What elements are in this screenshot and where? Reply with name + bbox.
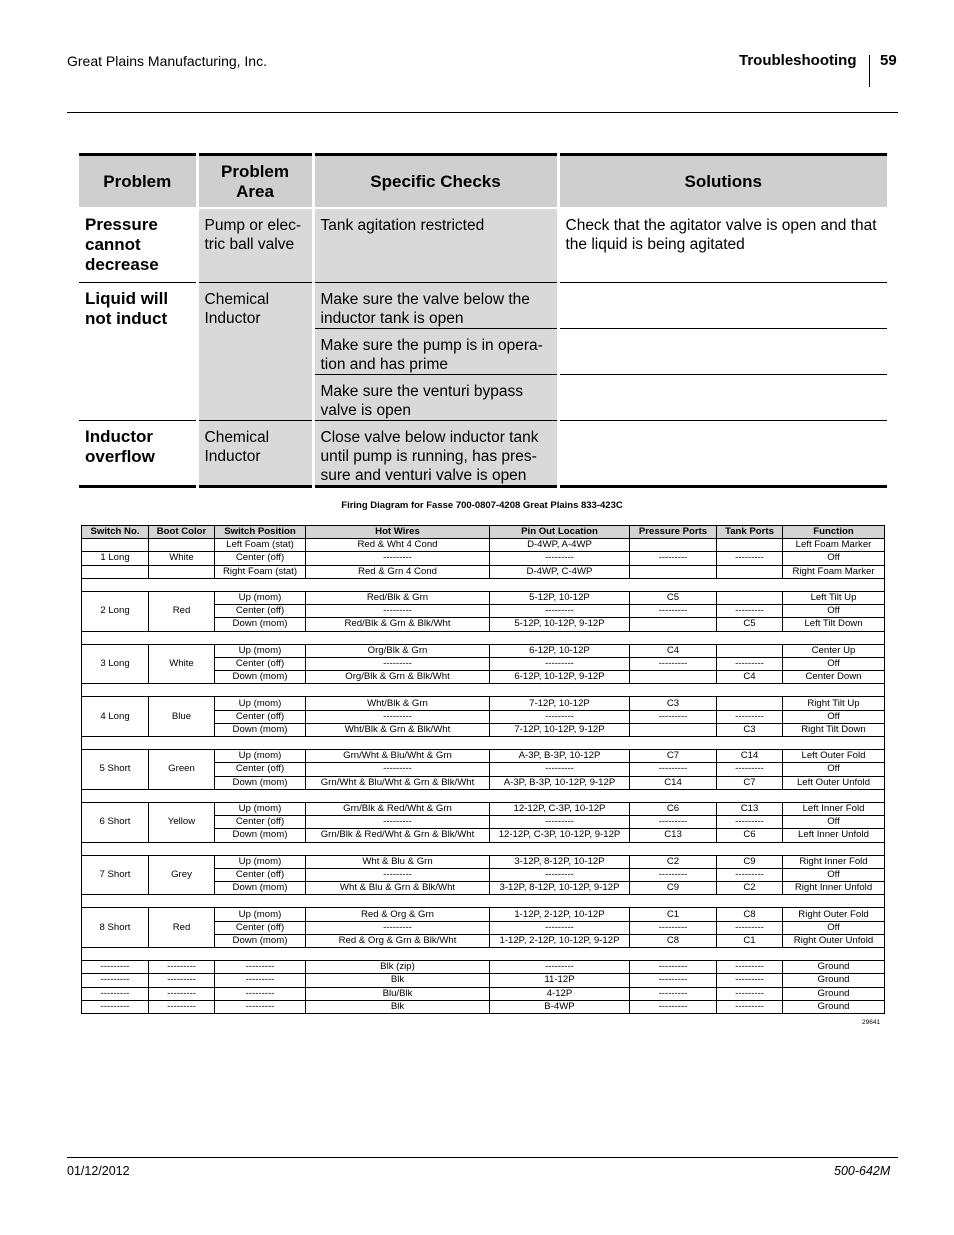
hot-wires-cell: ---------	[306, 657, 490, 670]
spacer-cell	[82, 789, 885, 802]
pressure-port-cell: C5	[630, 591, 717, 604]
problem-area-cell: Chemical Inductor	[197, 282, 313, 420]
function-cell: Right Outer Unfold	[783, 934, 885, 947]
pressure-port-cell: ---------	[630, 961, 717, 974]
boot-color-cell	[149, 539, 215, 552]
tank-port-cell	[717, 565, 783, 578]
troubleshooting-table	[79, 153, 887, 488]
pressure-port-cell: ---------	[630, 921, 717, 934]
solution-cell	[558, 328, 887, 374]
tank-port-cell: C6	[717, 829, 783, 842]
pin-out-cell: 1-12P, 2-12P, 10-12P	[490, 908, 630, 921]
boot-color-cell: Blue	[149, 697, 215, 737]
pin-out-cell: ---------	[490, 868, 630, 881]
pressure-port-cell: C2	[630, 855, 717, 868]
function-cell: Right Inner Unfold	[783, 882, 885, 895]
tank-port-cell: C8	[717, 908, 783, 921]
problem-cell: Pressure cannot decrease	[79, 208, 197, 282]
firing-diagram-caption: Firing Diagram for Fasse 700-0807-4208 Great Plains 833-423C	[341, 500, 623, 511]
hot-wires-cell: Blk	[306, 974, 490, 987]
tank-port-cell: ---------	[717, 868, 783, 881]
boot-color-cell: Red	[149, 908, 215, 948]
switch-no-cell	[82, 565, 149, 578]
boot-color-cell: ---------	[149, 961, 215, 974]
column-header-pressure-ports: Pressure Ports	[630, 526, 717, 539]
hot-wires-cell: Grn/Wht & Blu/Wht & Grn	[306, 750, 490, 763]
switch-no-cell: ---------	[82, 1000, 149, 1013]
pressure-port-cell	[630, 618, 717, 631]
tank-port-cell: C4	[717, 671, 783, 684]
spacer-cell	[82, 737, 885, 750]
pressure-port-cell: ---------	[630, 987, 717, 1000]
switch-position-cell: ---------	[215, 987, 306, 1000]
pin-out-cell: 4-12P	[490, 987, 630, 1000]
boot-color-cell	[149, 565, 215, 578]
table-row	[82, 552, 885, 565]
solution-cell: Check that the agitator valve is open and that the liquid is being agitated	[558, 208, 887, 282]
pressure-port-cell: ---------	[630, 974, 717, 987]
pressure-port-cell: C8	[630, 934, 717, 947]
pressure-port-cell: ---------	[630, 657, 717, 670]
function-cell: Right Foam Marker	[783, 565, 885, 578]
switch-position-cell: ---------	[215, 961, 306, 974]
pin-out-cell: D-4WP, C-4WP	[490, 565, 630, 578]
troubleshooting-header-row	[79, 155, 887, 209]
function-cell: Left Tilt Up	[783, 591, 885, 604]
hot-wires-cell: Grn/Blk & Red/Wht & Grn & Blk/Wht	[306, 829, 490, 842]
pin-out-cell: 1-12P, 2-12P, 10-12P, 9-12P	[490, 934, 630, 947]
hot-wires-cell: Org/Blk & Grn & Blk/Wht	[306, 671, 490, 684]
table-row	[82, 750, 885, 763]
pressure-port-cell: ---------	[630, 605, 717, 618]
spacer-cell	[82, 578, 885, 591]
tank-port-cell	[717, 539, 783, 552]
function-cell: Center Down	[783, 671, 885, 684]
pin-out-cell: ---------	[490, 657, 630, 670]
column-header-specific-checks: Specific Checks	[313, 155, 558, 209]
figure-reference-number: 29641	[862, 1019, 881, 1026]
hot-wires-cell: Blk (zip)	[306, 961, 490, 974]
specific-check-cell: Close valve below inductor tank until pump is running, has pres-sure and venturi valve is open	[313, 420, 558, 486]
hot-wires-cell: ---------	[306, 816, 490, 829]
spacer-row	[82, 948, 885, 961]
switch-no-cell: 2 Long	[82, 591, 149, 631]
hot-wires-cell: ---------	[306, 868, 490, 881]
function-cell: Center Up	[783, 644, 885, 657]
table-row	[82, 802, 885, 815]
specific-check-cell: Make sure the valve below the inductor tank is open	[313, 282, 558, 328]
boot-color-cell: ---------	[149, 987, 215, 1000]
function-cell: Off	[783, 868, 885, 881]
pin-out-cell: 12-12P, C-3P, 10-12P, 9-12P	[490, 829, 630, 842]
table-row	[79, 208, 887, 282]
tank-port-cell	[717, 644, 783, 657]
tank-port-cell: C3	[717, 723, 783, 736]
hot-wires-cell: Red/Blk & Grn & Blk/Wht	[306, 618, 490, 631]
solution-cell	[558, 282, 887, 328]
solution-cell	[558, 420, 887, 486]
switch-no-cell: ---------	[82, 987, 149, 1000]
footer-rule	[67, 1157, 898, 1158]
spacer-cell	[82, 895, 885, 908]
pin-out-cell: 5-12P, 10-12P	[490, 591, 630, 604]
pin-out-cell: 7-12P, 10-12P, 9-12P	[490, 723, 630, 736]
column-header-switch-position: Switch Position	[215, 526, 306, 539]
spacer-row	[82, 684, 885, 697]
function-cell: Left Outer Unfold	[783, 776, 885, 789]
pin-out-cell: 3-12P, 8-12P, 10-12P, 9-12P	[490, 882, 630, 895]
column-header-problem: Problem	[79, 155, 197, 209]
pin-out-cell: ---------	[490, 605, 630, 618]
hot-wires-cell: ---------	[306, 552, 490, 565]
header-section-title: Troubleshooting	[739, 52, 857, 69]
switch-position-cell: ---------	[215, 974, 306, 987]
spacer-row	[82, 578, 885, 591]
function-cell: Off	[783, 710, 885, 723]
switch-no-cell: 5 Short	[82, 750, 149, 790]
header-rule	[67, 112, 898, 113]
boot-color-cell: White	[149, 552, 215, 565]
hot-wires-cell: Blk	[306, 1000, 490, 1013]
switch-position-cell: Right Foam (stat)	[215, 565, 306, 578]
switch-position-cell: Center (off)	[215, 552, 306, 565]
function-cell: Right Tilt Down	[783, 723, 885, 736]
footer-date: 01/12/2012	[67, 1164, 130, 1178]
hot-wires-cell: ---------	[306, 710, 490, 723]
pressure-port-cell	[630, 565, 717, 578]
problem-area-cell: Chemical Inductor	[197, 420, 313, 486]
function-cell: Ground	[783, 987, 885, 1000]
function-cell: Ground	[783, 974, 885, 987]
switch-no-cell: ---------	[82, 974, 149, 987]
boot-color-cell: ---------	[149, 1000, 215, 1013]
function-cell: Off	[783, 657, 885, 670]
pressure-port-cell	[630, 723, 717, 736]
firing-diagram-header-row	[82, 526, 885, 539]
switch-position-cell: Down (mom)	[215, 934, 306, 947]
problem-area-cell: Pump or elec-tric ball valve	[197, 208, 313, 282]
function-cell: Off	[783, 605, 885, 618]
tank-port-cell: ---------	[717, 974, 783, 987]
spacer-cell	[82, 842, 885, 855]
pressure-port-cell: ---------	[630, 552, 717, 565]
pressure-port-cell: ---------	[630, 763, 717, 776]
switch-position-cell: Up (mom)	[215, 644, 306, 657]
switch-position-cell: Up (mom)	[215, 855, 306, 868]
tank-port-cell: ---------	[717, 1000, 783, 1013]
column-header-problem-area: Problem Area	[197, 155, 313, 209]
pin-out-cell: ---------	[490, 921, 630, 934]
tank-port-cell: C14	[717, 750, 783, 763]
hot-wires-cell: Red & Wht 4 Cond	[306, 539, 490, 552]
header-page-number: 59	[880, 52, 897, 69]
hot-wires-cell: Grn/Blk & Red/Wht & Grn	[306, 802, 490, 815]
hot-wires-cell: Org/Blk & Grn	[306, 644, 490, 657]
function-cell: Off	[783, 921, 885, 934]
pin-out-cell: ---------	[490, 816, 630, 829]
ground-row	[82, 987, 885, 1000]
hot-wires-cell: Grn/Wht & Blu/Wht & Grn & Blk/Wht	[306, 776, 490, 789]
ground-row	[82, 1000, 885, 1013]
tank-port-cell: ---------	[717, 816, 783, 829]
switch-position-cell: Up (mom)	[215, 802, 306, 815]
tank-port-cell: ---------	[717, 605, 783, 618]
boot-color-cell: ---------	[149, 974, 215, 987]
function-cell: Right Outer Fold	[783, 908, 885, 921]
switch-position-cell: ---------	[215, 1000, 306, 1013]
pin-out-cell: 7-12P, 10-12P	[490, 697, 630, 710]
tank-port-cell: C13	[717, 802, 783, 815]
hot-wires-cell: ---------	[306, 763, 490, 776]
switch-position-cell: Down (mom)	[215, 776, 306, 789]
pin-out-cell: D-4WP, A-4WP	[490, 539, 630, 552]
pin-out-cell: ---------	[490, 763, 630, 776]
table-row	[79, 420, 887, 486]
tank-port-cell: C1	[717, 934, 783, 947]
table-row	[79, 282, 887, 328]
switch-position-cell: Center (off)	[215, 710, 306, 723]
specific-check-cell: Make sure the venturi bypass valve is open	[313, 374, 558, 420]
specific-check-cell: Tank agitation restricted	[313, 208, 558, 282]
hot-wires-cell: Wht & Blu & Grn & Blk/Wht	[306, 882, 490, 895]
switch-position-cell: Center (off)	[215, 816, 306, 829]
function-cell: Ground	[783, 961, 885, 974]
pressure-port-cell: ---------	[630, 816, 717, 829]
spacer-row	[82, 789, 885, 802]
switch-position-cell: Up (mom)	[215, 591, 306, 604]
switch-position-cell: Up (mom)	[215, 697, 306, 710]
function-cell: Left Inner Fold	[783, 802, 885, 815]
switch-position-cell: Up (mom)	[215, 908, 306, 921]
tank-port-cell: ---------	[717, 657, 783, 670]
pressure-port-cell: C14	[630, 776, 717, 789]
hot-wires-cell: Blu/Blk	[306, 987, 490, 1000]
switch-position-cell: Up (mom)	[215, 750, 306, 763]
spacer-cell	[82, 631, 885, 644]
tank-port-cell: C9	[717, 855, 783, 868]
tank-port-cell: C5	[717, 618, 783, 631]
hot-wires-cell: Wht/Blk & Grn & Blk/Wht	[306, 723, 490, 736]
switch-no-cell	[82, 539, 149, 552]
function-cell: Off	[783, 816, 885, 829]
ground-row	[82, 974, 885, 987]
switch-no-cell: 3 Long	[82, 644, 149, 684]
tank-port-cell: ---------	[717, 710, 783, 723]
header-company: Great Plains Manufacturing, Inc.	[67, 53, 267, 69]
specific-check-cell: Make sure the pump is in opera-tion and has prime	[313, 328, 558, 374]
switch-position-cell: Left Foam (stat)	[215, 539, 306, 552]
hot-wires-cell: Red & Org & Grn	[306, 908, 490, 921]
tank-port-cell: C2	[717, 882, 783, 895]
column-header-hot-wires: Hot Wires	[306, 526, 490, 539]
table-row	[82, 565, 885, 578]
boot-color-cell: Yellow	[149, 802, 215, 842]
function-cell: Right Inner Fold	[783, 855, 885, 868]
firing-diagram-body	[82, 539, 885, 1014]
pin-out-cell: 11-12P	[490, 974, 630, 987]
spacer-cell	[82, 948, 885, 961]
table-row	[82, 539, 885, 552]
boot-color-cell: Red	[149, 591, 215, 631]
function-cell: Left Tilt Down	[783, 618, 885, 631]
tank-port-cell: ---------	[717, 921, 783, 934]
pressure-port-cell: C1	[630, 908, 717, 921]
switch-no-cell: 1 Long	[82, 552, 149, 565]
pressure-port-cell: ---------	[630, 710, 717, 723]
problem-cell: Liquid will not induct	[79, 282, 197, 420]
hot-wires-cell: Red & Grn 4 Cond	[306, 565, 490, 578]
switch-position-cell: Center (off)	[215, 657, 306, 670]
column-header-function: Function	[783, 526, 885, 539]
switch-no-cell: 4 Long	[82, 697, 149, 737]
function-cell: Left Outer Fold	[783, 750, 885, 763]
boot-color-cell: Green	[149, 750, 215, 790]
table-row	[82, 591, 885, 604]
pressure-port-cell: C7	[630, 750, 717, 763]
function-cell: Left Foam Marker	[783, 539, 885, 552]
pin-out-cell: ---------	[490, 710, 630, 723]
tank-port-cell: C7	[717, 776, 783, 789]
pressure-port-cell: C9	[630, 882, 717, 895]
pressure-port-cell: C13	[630, 829, 717, 842]
table-row	[82, 908, 885, 921]
switch-position-cell: Down (mom)	[215, 618, 306, 631]
switch-position-cell: Center (off)	[215, 868, 306, 881]
pressure-port-cell	[630, 671, 717, 684]
switch-no-cell: 7 Short	[82, 855, 149, 895]
switch-position-cell: Center (off)	[215, 921, 306, 934]
pressure-port-cell: C4	[630, 644, 717, 657]
boot-color-cell: Grey	[149, 855, 215, 895]
switch-no-cell: ---------	[82, 961, 149, 974]
hot-wires-cell: ---------	[306, 921, 490, 934]
header-divider	[869, 55, 870, 87]
footer-document-number: 500-642M	[834, 1164, 891, 1178]
pin-out-cell: 6-12P, 10-12P	[490, 644, 630, 657]
tank-port-cell: ---------	[717, 961, 783, 974]
column-header-solutions: Solutions	[558, 155, 887, 209]
pressure-port-cell: ---------	[630, 1000, 717, 1013]
column-header-boot-color: Boot Color	[149, 526, 215, 539]
switch-position-cell: Down (mom)	[215, 671, 306, 684]
column-header-pin-out-location: Pin Out Location	[490, 526, 630, 539]
column-header-switch-no: Switch No.	[82, 526, 149, 539]
pin-out-cell: A-3P, B-3P, 10-12P, 9-12P	[490, 776, 630, 789]
pressure-port-cell	[630, 539, 717, 552]
hot-wires-cell: Red/Blk & Grn	[306, 591, 490, 604]
problem-cell: Inductor overflow	[79, 420, 197, 486]
spacer-row	[82, 631, 885, 644]
spacer-row	[82, 895, 885, 908]
solution-cell	[558, 374, 887, 420]
tank-port-cell	[717, 591, 783, 604]
function-cell: Off	[783, 763, 885, 776]
function-cell: Off	[783, 552, 885, 565]
hot-wires-cell: Wht & Blu & Grn	[306, 855, 490, 868]
switch-position-cell: Down (mom)	[215, 829, 306, 842]
boot-color-cell: White	[149, 644, 215, 684]
pin-out-cell: A-3P, B-3P, 10-12P	[490, 750, 630, 763]
function-cell: Ground	[783, 1000, 885, 1013]
spacer-row	[82, 737, 885, 750]
function-cell: Right Tilt Up	[783, 697, 885, 710]
switch-no-cell: 6 Short	[82, 802, 149, 842]
switch-position-cell: Down (mom)	[215, 882, 306, 895]
pin-out-cell: ---------	[490, 961, 630, 974]
firing-diagram-table	[81, 525, 885, 1014]
pressure-port-cell: C6	[630, 802, 717, 815]
tank-port-cell: ---------	[717, 552, 783, 565]
table-row	[82, 855, 885, 868]
hot-wires-cell: ---------	[306, 605, 490, 618]
ground-row	[82, 961, 885, 974]
pin-out-cell: B-4WP	[490, 1000, 630, 1013]
switch-position-cell: Center (off)	[215, 763, 306, 776]
tank-port-cell: ---------	[717, 987, 783, 1000]
tank-port-cell	[717, 697, 783, 710]
column-header-tank-ports: Tank Ports	[717, 526, 783, 539]
table-row	[82, 697, 885, 710]
function-cell: Left Inner Unfold	[783, 829, 885, 842]
pressure-port-cell: C3	[630, 697, 717, 710]
pin-out-cell: 5-12P, 10-12P, 9-12P	[490, 618, 630, 631]
hot-wires-cell: Wht/Blk & Grn	[306, 697, 490, 710]
pin-out-cell: 3-12P, 8-12P, 10-12P	[490, 855, 630, 868]
pin-out-cell: 6-12P, 10-12P, 9-12P	[490, 671, 630, 684]
tank-port-cell: ---------	[717, 763, 783, 776]
hot-wires-cell: Red & Org & Grn & Blk/Wht	[306, 934, 490, 947]
switch-position-cell: Center (off)	[215, 605, 306, 618]
pressure-port-cell: ---------	[630, 868, 717, 881]
pin-out-cell: ---------	[490, 552, 630, 565]
switch-no-cell: 8 Short	[82, 908, 149, 948]
table-row	[82, 644, 885, 657]
switch-position-cell: Down (mom)	[215, 723, 306, 736]
pin-out-cell: 12-12P, C-3P, 10-12P	[490, 802, 630, 815]
spacer-row	[82, 842, 885, 855]
spacer-cell	[82, 684, 885, 697]
